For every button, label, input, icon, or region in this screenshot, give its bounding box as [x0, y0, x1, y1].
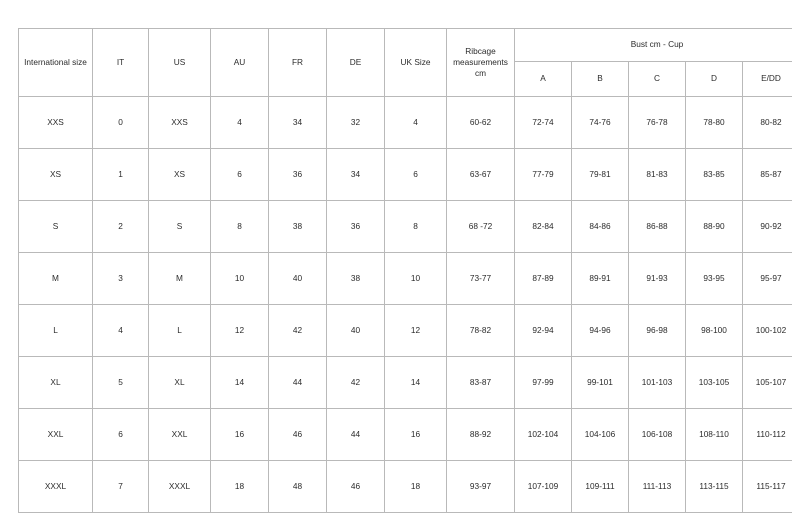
cell-bust-b: 74-76 [572, 97, 629, 149]
table-header [19, 29, 792, 97]
cell-fr: 44 [269, 357, 327, 409]
cell-bust-edd: 80-82 [743, 97, 792, 149]
cell-bust-d: 103-105 [686, 357, 743, 409]
cell-uk: 16 [385, 409, 447, 461]
cell-de: 38 [327, 253, 385, 305]
column-header-bust-group: Bust cm - Cup [515, 29, 792, 62]
column-header-fr: FR [269, 29, 327, 97]
cell-bust-b: 99-101 [572, 357, 629, 409]
cell-fr: 46 [269, 409, 327, 461]
cell-fr: 36 [269, 149, 327, 201]
cell-it: 6 [93, 409, 149, 461]
cell-bust-c: 111-113 [629, 461, 686, 513]
cell-fr: 48 [269, 461, 327, 513]
column-header-international-size: International size [19, 29, 93, 97]
cell-bust-a: 87-89 [515, 253, 572, 305]
cell-uk: 12 [385, 305, 447, 357]
cell-uk: 8 [385, 201, 447, 253]
cell-de: 42 [327, 357, 385, 409]
cell-au: 8 [211, 201, 269, 253]
cell-us: M [149, 253, 211, 305]
cell-bust-a: 97-99 [515, 357, 572, 409]
table-row [19, 201, 792, 253]
cell-au: 6 [211, 149, 269, 201]
cell-bust-d: 113-115 [686, 461, 743, 513]
cell-us: XXS [149, 97, 211, 149]
cell-bust-b: 79-81 [572, 149, 629, 201]
cell-it: 0 [93, 97, 149, 149]
column-header-it: IT [93, 29, 149, 97]
cell-bust-a: 72-74 [515, 97, 572, 149]
cell-bust-b: 104-106 [572, 409, 629, 461]
cell-bust-c: 86-88 [629, 201, 686, 253]
cell-de: 46 [327, 461, 385, 513]
cell-bust-a: 82-84 [515, 201, 572, 253]
cell-bust-a: 107-109 [515, 461, 572, 513]
table-row [19, 149, 792, 201]
cell-au: 10 [211, 253, 269, 305]
cell-au: 4 [211, 97, 269, 149]
cell-fr: 34 [269, 97, 327, 149]
cell-international-size: XXXL [19, 461, 93, 513]
cell-au: 18 [211, 461, 269, 513]
column-header-uk-size: UK Size [385, 29, 447, 97]
cell-bust-d: 83-85 [686, 149, 743, 201]
column-header-ribcage-measurements: Ribcage measurements cm [447, 29, 515, 97]
cell-bust-edd: 115-117 [743, 461, 792, 513]
cell-ribcage: 88-92 [447, 409, 515, 461]
cell-de: 36 [327, 201, 385, 253]
cell-international-size: S [19, 201, 93, 253]
cell-bust-edd: 85-87 [743, 149, 792, 201]
cell-ribcage: 68 -72 [447, 201, 515, 253]
cell-bust-edd: 90-92 [743, 201, 792, 253]
table-row [19, 409, 792, 461]
cell-de: 40 [327, 305, 385, 357]
cell-us: XXL [149, 409, 211, 461]
cell-bust-edd: 105-107 [743, 357, 792, 409]
cell-it: 3 [93, 253, 149, 305]
table-body [19, 97, 792, 513]
cell-international-size: XXL [19, 409, 93, 461]
cell-us: XXXL [149, 461, 211, 513]
cell-ribcage: 60-62 [447, 97, 515, 149]
cell-bust-d: 98-100 [686, 305, 743, 357]
cell-bust-c: 101-103 [629, 357, 686, 409]
cell-it: 1 [93, 149, 149, 201]
table-row [19, 253, 792, 305]
cell-bust-d: 93-95 [686, 253, 743, 305]
cell-us: L [149, 305, 211, 357]
cell-de: 44 [327, 409, 385, 461]
column-header-au: AU [211, 29, 269, 97]
cell-bust-d: 88-90 [686, 201, 743, 253]
cell-international-size: M [19, 253, 93, 305]
cell-bust-edd: 100-102 [743, 305, 792, 357]
cell-bust-edd: 95-97 [743, 253, 792, 305]
cell-it: 4 [93, 305, 149, 357]
table-row [19, 357, 792, 409]
cell-bust-b: 84-86 [572, 201, 629, 253]
cell-fr: 40 [269, 253, 327, 305]
cell-bust-c: 106-108 [629, 409, 686, 461]
table-row [19, 305, 792, 357]
column-header-cup-c: C [629, 62, 686, 97]
cell-bust-b: 109-111 [572, 461, 629, 513]
header-row-main [19, 29, 792, 62]
column-header-cup-a: A [515, 62, 572, 97]
cell-bust-c: 91-93 [629, 253, 686, 305]
cell-au: 16 [211, 409, 269, 461]
cell-fr: 42 [269, 305, 327, 357]
cell-bust-c: 96-98 [629, 305, 686, 357]
cell-it: 2 [93, 201, 149, 253]
cell-bust-c: 76-78 [629, 97, 686, 149]
cell-de: 32 [327, 97, 385, 149]
cell-de: 34 [327, 149, 385, 201]
cell-ribcage: 78-82 [447, 305, 515, 357]
cell-international-size: L [19, 305, 93, 357]
cell-uk: 14 [385, 357, 447, 409]
column-header-cup-b: B [572, 62, 629, 97]
cell-us: S [149, 201, 211, 253]
cell-bust-a: 77-79 [515, 149, 572, 201]
cell-bust-d: 108-110 [686, 409, 743, 461]
cell-uk: 10 [385, 253, 447, 305]
table-row [19, 97, 792, 149]
cell-bust-edd: 110-112 [743, 409, 792, 461]
cell-bust-c: 81-83 [629, 149, 686, 201]
cell-us: XS [149, 149, 211, 201]
cell-international-size: XXS [19, 97, 93, 149]
cell-us: XL [149, 357, 211, 409]
cell-ribcage: 83-87 [447, 357, 515, 409]
cell-uk: 6 [385, 149, 447, 201]
table-row [19, 461, 792, 513]
cell-international-size: XL [19, 357, 93, 409]
cell-uk: 18 [385, 461, 447, 513]
size-conversion-table [18, 28, 792, 513]
cell-bust-b: 89-91 [572, 253, 629, 305]
cell-ribcage: 93-97 [447, 461, 515, 513]
cell-it: 7 [93, 461, 149, 513]
column-header-cup-d: D [686, 62, 743, 97]
cell-it: 5 [93, 357, 149, 409]
cell-uk: 4 [385, 97, 447, 149]
cell-au: 14 [211, 357, 269, 409]
cell-bust-d: 78-80 [686, 97, 743, 149]
cell-bust-a: 92-94 [515, 305, 572, 357]
cell-fr: 38 [269, 201, 327, 253]
cell-au: 12 [211, 305, 269, 357]
cell-ribcage: 73-77 [447, 253, 515, 305]
column-header-us: US [149, 29, 211, 97]
column-header-cup-edd: E/DD [743, 62, 792, 97]
cell-ribcage: 63-67 [447, 149, 515, 201]
cell-international-size: XS [19, 149, 93, 201]
cell-bust-b: 94-96 [572, 305, 629, 357]
cell-bust-a: 102-104 [515, 409, 572, 461]
column-header-de: DE [327, 29, 385, 97]
